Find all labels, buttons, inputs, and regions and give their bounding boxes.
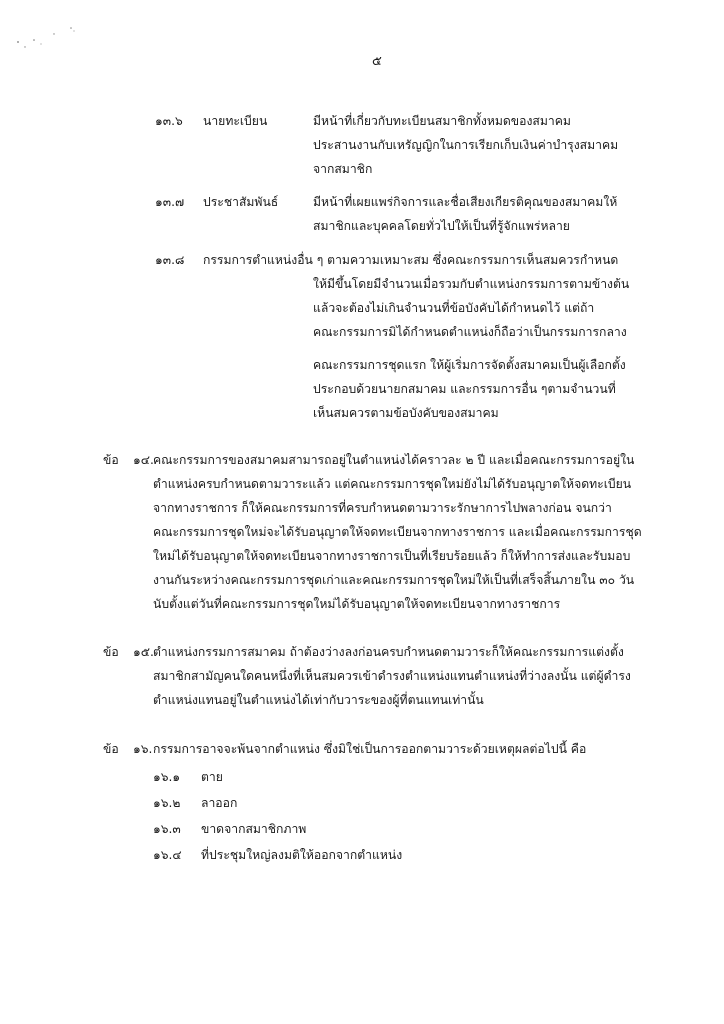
sub-item-text: ลาออก bbox=[201, 796, 238, 810]
clause-line: จากทางราชการ ก็ให้คณะกรรมการที่ครบกำหนดตามวาระรักษาการไปพลางก่อน จนกว่า bbox=[153, 501, 612, 515]
sub-item-number: ๑๖.๓ bbox=[153, 822, 181, 836]
item-line: แล้วจะต้องไม่เกินจำนวนที่ข้อบังคับได้กำหนดไว้ แต่ถ้า bbox=[313, 301, 595, 315]
clause-label: ข้อ bbox=[103, 645, 119, 659]
item-line: มีหน้าที่เกี่ยวกับทะเบียนสมาชิกทั้งหมดของสมาคม bbox=[313, 114, 571, 128]
item-title-13-6: นายทะเบียน bbox=[203, 114, 268, 128]
item-line: คณะกรรมการชุดแรก ให้ผู้เริ่มการจัดตั้งสมาคมเป็นผู้เลือกตั้ง bbox=[313, 358, 626, 372]
item-number-13-8: ๑๓.๘ bbox=[155, 253, 185, 267]
clause-line: ใหม่ได้รับอนุญาตให้จดทะเบียนจากทางราชการเป็นที่เรียบร้อยแล้ว ก็ให้ทำการส่งและรับมอบ bbox=[153, 549, 631, 563]
item-line: มีหน้าที่เผยแพร่กิจการและชื่อเสียงเกียรติคุณของสมาคมให้ bbox=[313, 195, 618, 209]
item-number-13-7: ๑๓.๗ bbox=[155, 195, 185, 209]
sub-item-text: ที่ประชุมใหญ่ลงมติให้ออกจากตำแหน่ง bbox=[201, 848, 403, 862]
item-line: สมาชิกและบุคคลโดยทั่วไปให้เป็นที่รู้จักแพร่หลาย bbox=[313, 219, 570, 233]
item-number-13-6: ๑๓.๖ bbox=[155, 114, 183, 128]
clause-label: ข้อ bbox=[103, 453, 119, 467]
sub-item-text: ตาย bbox=[201, 770, 223, 784]
clause-label: ข้อ bbox=[103, 742, 119, 756]
sub-item-number: ๑๖.๑ bbox=[153, 770, 181, 784]
scan-specks-decoration bbox=[14, 22, 84, 52]
item-line: จากสมาชิก bbox=[313, 162, 373, 176]
clause-line: คณะกรรมการชุดใหม่จะได้รับอนุญาตให้จดทะเบียนจากทางราชการ และเมื่อคณะกรรมการชุด bbox=[153, 525, 642, 539]
clause-number-14: ๑๔. bbox=[133, 453, 154, 467]
clause-number-16: ๑๖. bbox=[133, 742, 153, 756]
item-line: ประกอบด้วยนายกสมาคม และกรรมการอื่น ๆตามจำนวนที่ bbox=[313, 382, 616, 396]
clause-line: ตำแหน่งแทนอยู่ในตำแหน่งได้เท่ากับวาระของผู้ที่ตนแทนเท่านั้น bbox=[153, 693, 484, 707]
sub-item-number: ๑๖.๒ bbox=[153, 796, 181, 810]
item-line: คณะกรรมการมิได้กำหนดตำแหน่งก็ถือว่าเป็นกรรมการกลาง bbox=[313, 325, 627, 339]
page-number: ๕ bbox=[372, 54, 382, 69]
clause-line: นับตั้งแต่วันที่คณะกรรมการชุดใหม่ได้รับอนุญาตให้จดทะเบียนจากทางราชการ bbox=[153, 597, 561, 611]
item-line: ให้มีขึ้นโดยมีจำนวนเมื่อรวมกับตำแหน่งกรรมการตามข้างต้น bbox=[313, 277, 630, 291]
item-title-13-7: ประชาสัมพันธ์ bbox=[203, 195, 279, 209]
sub-item-text: ขาดจากสมาชิกภาพ bbox=[201, 822, 307, 836]
clause-line: ตำแหน่งกรรมการสมาคม ถ้าต้องว่างลงก่อนครบกำหนดตามวาระก็ให้คณะกรรมการแต่งตั้ง bbox=[153, 645, 624, 659]
clause-number-15: ๑๕. bbox=[133, 645, 154, 659]
clause-line: สมาชิกสามัญคนใดคนหนึ่งที่เห็นสมควรเข้าดำรงตำแหน่งแทนตำแหน่งที่ว่างลงนั้น แต่ผู้ดำรง bbox=[153, 669, 631, 683]
clause-line: งานกันระหว่างคณะกรรมการชุดเก่าและคณะกรรมการชุดใหม่ให้เป็นที่เสร็จสิ้นภายใน ๓๐ วัน bbox=[153, 573, 635, 587]
item-line: เห็นสมควรตามข้อบังคับของสมาคม bbox=[313, 406, 499, 420]
sub-item-number: ๑๖.๔ bbox=[153, 848, 182, 862]
item-title-13-8: กรรมการตำแหน่งอื่น ๆ ตามความเหมาะสม ซึ่งคณะกรรมการเห็นสมควรกำหนด bbox=[203, 253, 619, 267]
item-line: ประสานงานกับเหรัญญิกในการเรียกเก็บเงินค่าบำรุงสมาคม bbox=[313, 138, 619, 152]
clause-line: คณะกรรมการของสมาคมสามารถอยู่ในตำแหน่งได้คราวละ ๒ ปี และเมื่อคณะกรรมการอยู่ใน bbox=[153, 453, 635, 467]
clause-line: กรรมการอาจจะพ้นจากตำแหน่ง ซึ่งมิใช่เป็นการออกตามวาระด้วยเหตุผลต่อไปนี้ คือ bbox=[153, 742, 587, 756]
clause-line: ตำแหน่งครบกำหนดตามวาระแล้ว แต่คณะกรรมการชุดใหม่ยังไม่ได้รับอนุญาตให้จดทะเบียน bbox=[153, 477, 632, 491]
